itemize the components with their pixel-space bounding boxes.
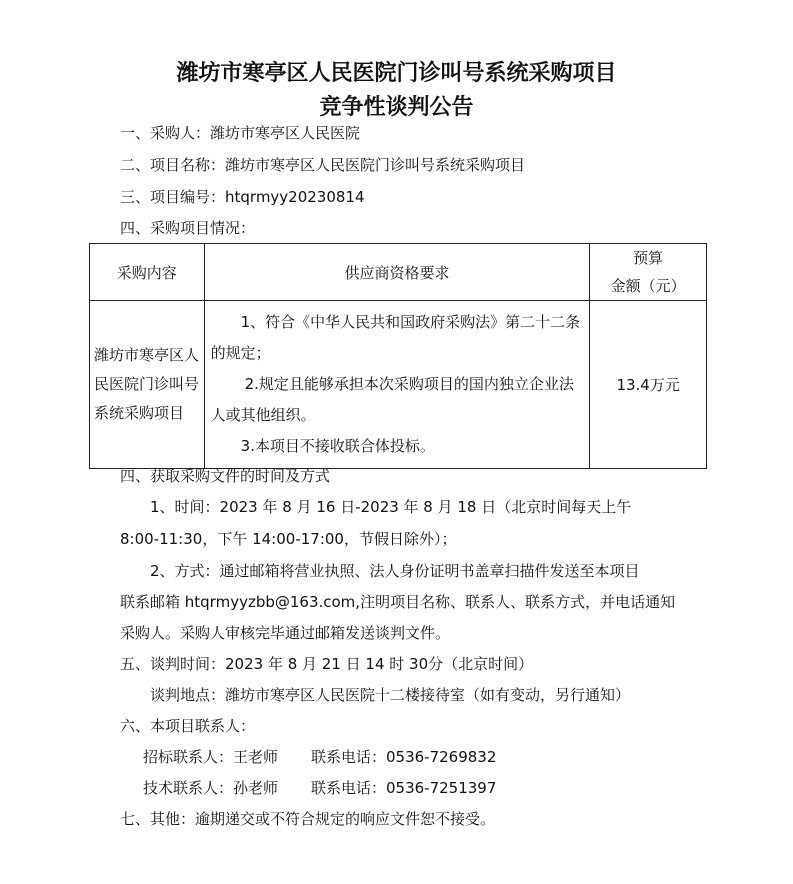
procurement-heading: 四、采购项目情况： <box>120 219 256 237</box>
document-subtitle: 竞争性谈判公告 <box>319 94 474 120</box>
requirement-1: 1、符合《中华人民共和国政府采购法》第二十二条的规定； <box>210 313 581 362</box>
tender-contact: 招标联系人：王老师 <box>143 748 279 766</box>
table-row <box>90 301 707 469</box>
header-budget <box>590 244 707 301</box>
cell-content: 潍坊市寒亭区人民医院门诊叫号系统采购项目 <box>90 301 205 469</box>
header-budget-line1: 预算 <box>633 249 664 267</box>
header-qualification: 供应商资格要求 <box>204 244 590 301</box>
method-line-1: 2、方式：通过邮箱将营业执照、法人身份证明书盖章扫描件发送至本项目 <box>150 562 640 580</box>
table-header-row <box>90 244 707 301</box>
requirement-2: 2.规定且能够承担本次采购项目的国内独立企业法人或其他组织。 <box>210 375 574 424</box>
header-budget-line2: 金额（元） <box>610 277 686 295</box>
buyer-line: 一、采购人：潍坊市寒亭区人民医院 <box>120 124 361 142</box>
section4b-heading: 四、获取采购文件的时间及方式 <box>120 467 331 485</box>
document-title: 潍坊市寒亭区人民医院门诊叫号系统采购项目 <box>176 60 617 86</box>
tech-contact: 技术联系人：孙老师 <box>143 779 279 797</box>
requirement-3: 3.本项目不接收联合体投标。 <box>240 437 435 455</box>
cell-qualification <box>204 301 590 469</box>
contacts-heading: 六、本项目联系人： <box>120 717 256 735</box>
negotiation-place: 谈判地点：潍坊市寒亭区人民医院十二楼接待室（如有变动，另行通知） <box>150 686 631 704</box>
other-line: 七、其他：逾期递交或不符合规定的响应文件恕不接受。 <box>120 810 496 828</box>
method-line-2: 联系邮箱 htqrmyyzbb@163.com,注明项目名称、联系人、联系方式，并电话通知 <box>120 593 676 611</box>
tender-phone: 联系电话：0536-7269832 <box>311 748 497 766</box>
project-name-line: 二、项目名称：潍坊市寒亭区人民医院门诊叫号系统采购项目 <box>120 156 526 174</box>
time-line-1: 1、时间：2023 年 8 月 16 日-2023 年 8 月 18 日（北京时间每天上午 <box>150 498 632 516</box>
cell-budget: 13.4万元 <box>590 301 707 469</box>
procurement-table <box>89 243 707 469</box>
negotiation-time: 五、谈判时间：2023 年 8 月 21 日 14 时 30分（北京时间） <box>120 655 534 673</box>
tech-phone: 联系电话：0536-7251397 <box>311 779 497 797</box>
method-line-3: 采购人。采购人审核完毕通过邮箱发送谈判文件。 <box>120 624 451 642</box>
project-number-line: 三、项目编号：htqrmyy20230814 <box>120 188 365 206</box>
header-content: 采购内容 <box>90 244 205 301</box>
time-line-2: 8:00-11:30，下午 14:00-17:00，节假日除外）； <box>120 530 457 548</box>
